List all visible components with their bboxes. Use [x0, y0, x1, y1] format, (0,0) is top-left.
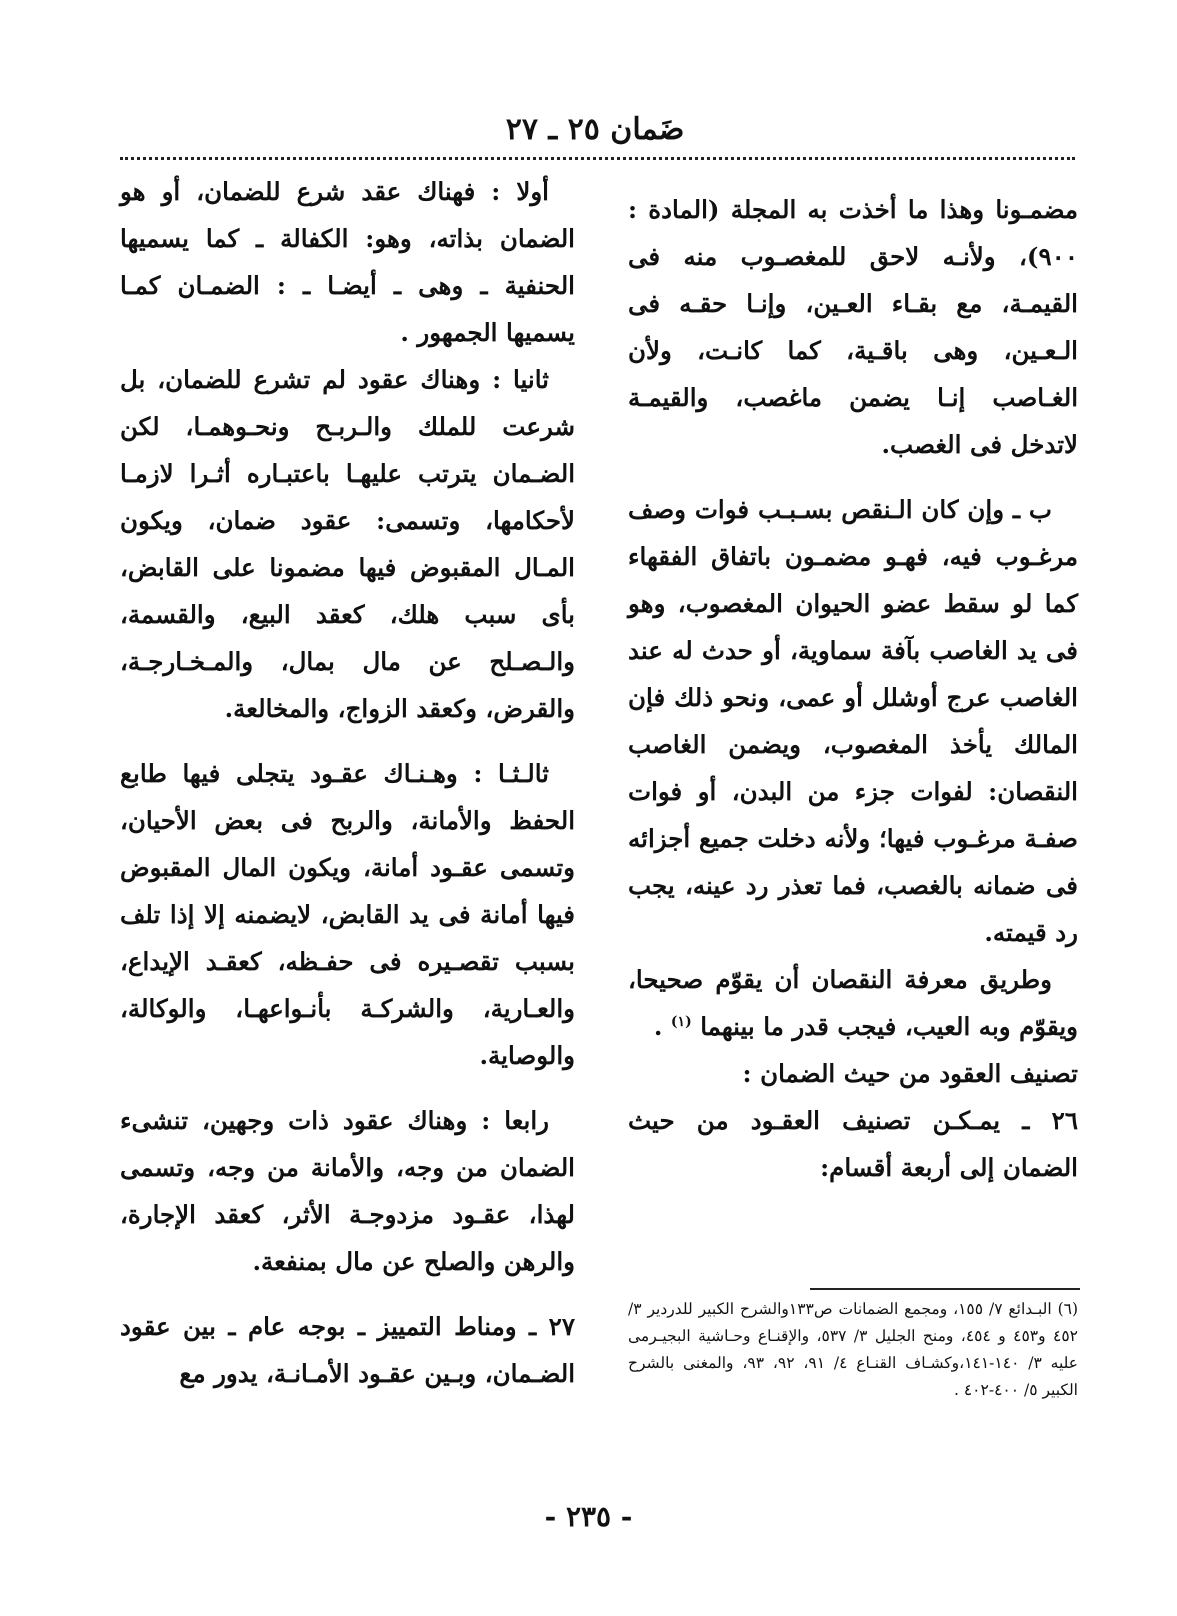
right-paragraph-3-text: وطريق معرفة النقصان أن يقوّم صحيحا، ويقوّم وبه العيب، فيجب قدر ما بينهما — [628, 965, 1078, 1041]
header-divider — [120, 157, 1075, 160]
footnote-divider — [810, 1288, 1080, 1290]
left-paragraph-5: ٢٧ ـ ومناط التمييز ـ بوجه عام ـ بين عقود الضـمان، وبـين عقـود الأمـانـة، يدور مع — [120, 1312, 575, 1388]
right-column — [628, 186, 1078, 1191]
right-paragraph-4: ٢٦ ـ يمـكـن تصنيف العقـود من حيث الضمان إلى أربعة أقسام: — [628, 1106, 1078, 1182]
right-paragraph-3-end: . — [653, 1012, 663, 1041]
right-paragraph-1: مضمـونا وهذا ما أخذت به المجلة (المادة : ٩٠٠)، ولأنـه لاحق للمغصـوب منه فى القيمـة، مع بقـاء العـين، وإنـا حقـه فى الـعـين، وهى باقـية، كما كانـت، ولأن الغـاصب إنـا يضمن ماغصب، والقيمـة لاتدخل فى الغصب. — [628, 195, 1078, 459]
page-number: - ٢٣٥ - — [544, 1500, 633, 1533]
footnote-text: (٦) البـدائع ٧/ ١٥٥، ومجمع الضمانات ص١٣٣والشرح الكبير للدردير ٣/ ٤٥٢ و٤٥٣ و ٤٥٤، ومنح الجليل ٣/ ٥٣٧، والإقنـاع وحـاشية البجيـرمى عليه ٣/ ١٤٠-١٤١،وكشـاف القنـاع ٤/ ٩١، ٩٢، ٩٣، والمغنى بالشرح الكبير ٥/ ٤٠٠-٤٠٢ . — [628, 1300, 1079, 1399]
left-column — [120, 168, 575, 1397]
footnote-reference: (١) — [670, 1013, 692, 1030]
page-header — [120, 112, 1070, 160]
right-paragraph-3 — [628, 956, 1078, 1050]
right-paragraph-2: ب ـ وإن كان الـنقص بسـبـب فوات وصف مرغـوب فيه، فهـو مضمـون باتفاق الفقهاء كما لو سقط عضو الحيوان المغصوب، وهو فى يد الغاصب بآفة سماوية، أو حدث له عند الغاصب عرج أوشلل أو عمى، ونحو ذلك فإن المالك يأخذ المغصوب، ويضمن الغاصب النقصان: لفوات جزء من البدن، أو فوات صفـة مرغـوب فيها؛ ولأنه دخلت جميع أجزائه فى ضمانه بالغصب، فما تعذر رد عينه، يجب رد قيمته. — [628, 495, 1078, 947]
left-paragraph-3: ثالـثـا : وهـنـاك عقـود يتجلى فيها طابع الحفظ والأمانة، والربح فى بعض الأحيان، وتسمى عقـود أمانة، ويكون المال المقبوض فيها أمانة فى يد القابض، لايضمنه إلا إذا تلف بسبب تقصـيره فى حفـظه، كعقـد الإيداع، والعـارية، والشركـة بأنـواعهـا، والوكالة، والوصاية. — [120, 759, 575, 1070]
footnote — [628, 1296, 1078, 1404]
header-title: ضَمان ٢٥ ـ ٢٧ — [505, 112, 685, 147]
left-paragraph-2: ثانيا : وهناك عقود لم تشرع للضمان، بل شرعت للملك والـربـح ونحـوهمـا، لكن الضـمان يترتب عليهـا باعتبـاره أثـرا لازمـا لأحكامها، وتسمى: عقود ضمان، ويكون المـال المقبوض فيها مضمونا على القابض، بأى سبب هلك، كعقد البيع، والقسمة، والـصـلح عن مال بمال، والمـخـارجـة، والقرض، وكعقد الزواج، والمخالعة. — [120, 365, 575, 723]
left-paragraph-1: أولا : فهناك عقد شرع للضمان، أو هو الضمان بذاته، وهو: الكفالة ـ كما يسميها الحنفية ـ وهى ـ أيضـا ـ : الضمـان كمـا يسميها الجمهور . — [120, 177, 575, 347]
left-paragraph-4: رابعا : وهناك عقود ذات وجهين، تنشىء الضمان من وجه، والأمانة من وجه، وتسمى لهذا، عقـود مزدوجـة الأثر، كعقد الإجارة، والرهن والصلح عن مال بمنفعة. — [120, 1106, 575, 1276]
section-heading: تصنيف العقود من حيث الضمان : — [742, 1059, 1078, 1088]
